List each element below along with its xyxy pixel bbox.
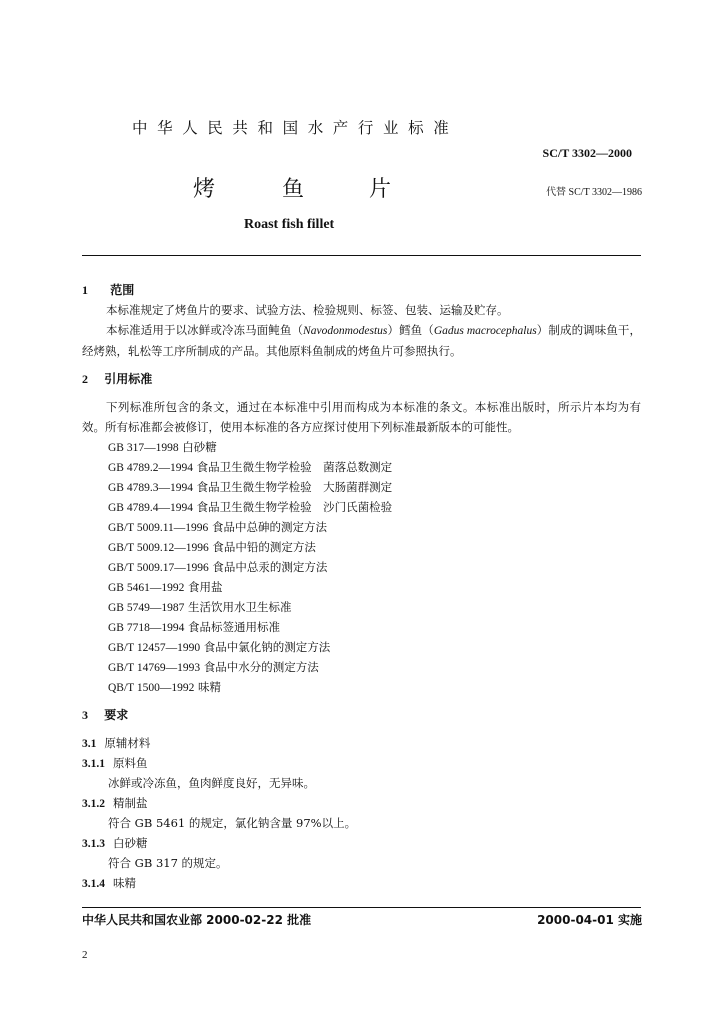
- reference-code: GB 4789.3—1994: [108, 482, 193, 494]
- section-3-heading: [82, 705, 641, 725]
- section-title: 引用标准: [104, 372, 153, 386]
- subsection-number: 3.1.4: [82, 878, 105, 890]
- reference-code: GB/T 5009.11—1996: [108, 522, 209, 534]
- subsection-3-1-2-text: 符合 GB 5461 的规定，氯化钠含量 97%以上。: [108, 816, 357, 830]
- reference-code: GB 317—1998: [108, 442, 179, 454]
- references-intro: 下列标准所包含的条文，通过在本标准中引用而构成为本标准的条文。本标准出版时，所示片本均为有效。所有标准都会被修订，使用本标准的各方应探讨使用下列标准最新版本的可能性。: [82, 400, 641, 434]
- reference-code: GB 7718—1994: [108, 622, 185, 634]
- reference-code: GB 5749—1987: [108, 602, 185, 614]
- reference-item: [82, 537, 641, 557]
- subsection-number: 3.1: [82, 738, 97, 750]
- reference-item: [82, 677, 641, 697]
- reference-title: 食用盐: [188, 580, 223, 594]
- reference-code: QB/T 1500—1992: [108, 682, 195, 694]
- subsection-3-1-1-heading: [82, 753, 641, 773]
- subsection-3-1-1-text: 冰鲜或冷冻鱼，鱼肉鲜度良好，无异味。: [108, 776, 315, 790]
- scope-paragraph-2: [82, 320, 641, 361]
- doc-title-char-2: 鱼: [282, 177, 305, 202]
- species-name-2: Gadus macrocephalus: [433, 325, 537, 337]
- reference-title: 生活饮用水卫生标准: [188, 600, 292, 614]
- subsection-3-1-3-text: 符合 GB 317 的规定。: [108, 856, 228, 870]
- section-title: 范围: [110, 283, 135, 297]
- footer-divider: [82, 907, 641, 908]
- reference-item: [82, 557, 641, 577]
- subsection-number: 3.1.2: [82, 798, 105, 810]
- reference-code: GB 4789.4—1994: [108, 502, 193, 514]
- reference-item: [82, 617, 641, 637]
- header-divider: [82, 255, 641, 256]
- subsection-title: 味精: [113, 876, 136, 890]
- reference-title: 白砂糖: [182, 440, 217, 454]
- section-number: 2: [82, 372, 88, 386]
- standard-category-title: 中华人民共和国水产行业标准: [132, 119, 459, 137]
- section-number: 1: [82, 283, 88, 297]
- section-2-heading: [82, 369, 641, 389]
- reference-item: [82, 477, 641, 497]
- section-number: 3: [82, 708, 88, 722]
- subsection-3-1-heading: [82, 733, 641, 753]
- implementation-date: 2000-04-01 实施: [537, 913, 642, 927]
- scope-text-c: ）制成的调味鱼干，经烤熟，轧松等工序所制成的产品。其他原料鱼制成的烤鱼片可参照执行。: [82, 323, 642, 358]
- reference-title: 食品卫生微生物学检验 沙门氏菌检验: [196, 500, 393, 514]
- subsection-title: 精制盐: [113, 796, 148, 810]
- reference-item: [82, 597, 641, 617]
- reference-item: [82, 577, 641, 597]
- scope-text-b: ）鳕鱼（: [387, 323, 434, 337]
- subsection-3-1-4-heading: [82, 873, 641, 893]
- reference-title: 食品卫生微生物学检验 大肠菌群测定: [196, 480, 393, 494]
- reference-code: GB/T 14769—1993: [108, 662, 201, 674]
- reference-title: 食品中水分的测定方法: [203, 660, 319, 674]
- reference-item: [82, 517, 641, 537]
- subsection-number: 3.1.1: [82, 758, 105, 770]
- replaces-note: 代替 SC/T 3302—1986: [546, 187, 642, 198]
- reference-item: [82, 497, 641, 517]
- reference-title: 食品中总汞的测定方法: [212, 560, 328, 574]
- reference-list: [82, 437, 641, 697]
- doc-title-char-3: 片: [369, 177, 392, 202]
- reference-code: GB/T 12457—1990: [108, 642, 201, 654]
- page-number: 2: [82, 949, 88, 961]
- english-title: Roast fish fillet: [244, 217, 335, 232]
- reference-title: 食品中总砷的测定方法: [211, 520, 327, 534]
- species-name-1: Navodonmodestus: [303, 325, 388, 337]
- section-1-heading: [82, 280, 641, 300]
- reference-item: [82, 657, 641, 677]
- reference-title: 食品卫生微生物学检验 菌落总数测定: [196, 460, 393, 474]
- reference-code: GB/T 5009.12—1996: [108, 542, 209, 554]
- standard-code: SC/T 3302—2000: [542, 146, 632, 160]
- subsection-title: 白砂糖: [113, 836, 148, 850]
- subsection-3-1-2-heading: [82, 793, 641, 813]
- scope-text-a: 本标准适用于以冰鲜或冷冻马面鲀鱼（: [106, 323, 304, 337]
- reference-item: [82, 437, 641, 457]
- reference-title: 味精: [198, 680, 222, 694]
- subsection-title: 原料鱼: [113, 756, 148, 770]
- reference-title: 食品中氯化钠的测定方法: [203, 640, 331, 654]
- reference-code: GB/T 5009.17—1996: [108, 562, 209, 574]
- scope-paragraph-1: 本标准规定了烤鱼片的要求、试验方法、检验规则、标签、包装、运输及贮存。: [106, 303, 509, 317]
- subsection-title: 原辅材料: [104, 736, 151, 750]
- subsection-number: 3.1.3: [82, 838, 105, 850]
- reference-code: GB 5461—1992: [108, 582, 185, 594]
- subsection-3-1-3-heading: [82, 833, 641, 853]
- reference-item: [82, 637, 641, 657]
- reference-title: 食品中铅的测定方法: [212, 540, 316, 554]
- section-title: 要求: [104, 708, 129, 722]
- document-body: [82, 280, 641, 893]
- approval-statement: 中华人民共和国农业部 2000-02-22 批准: [82, 913, 312, 927]
- reference-item: [82, 457, 641, 477]
- doc-title-char-1: 烤: [193, 177, 216, 202]
- reference-title: 食品标签通用标准: [188, 620, 281, 634]
- reference-code: GB 4789.2—1994: [108, 462, 193, 474]
